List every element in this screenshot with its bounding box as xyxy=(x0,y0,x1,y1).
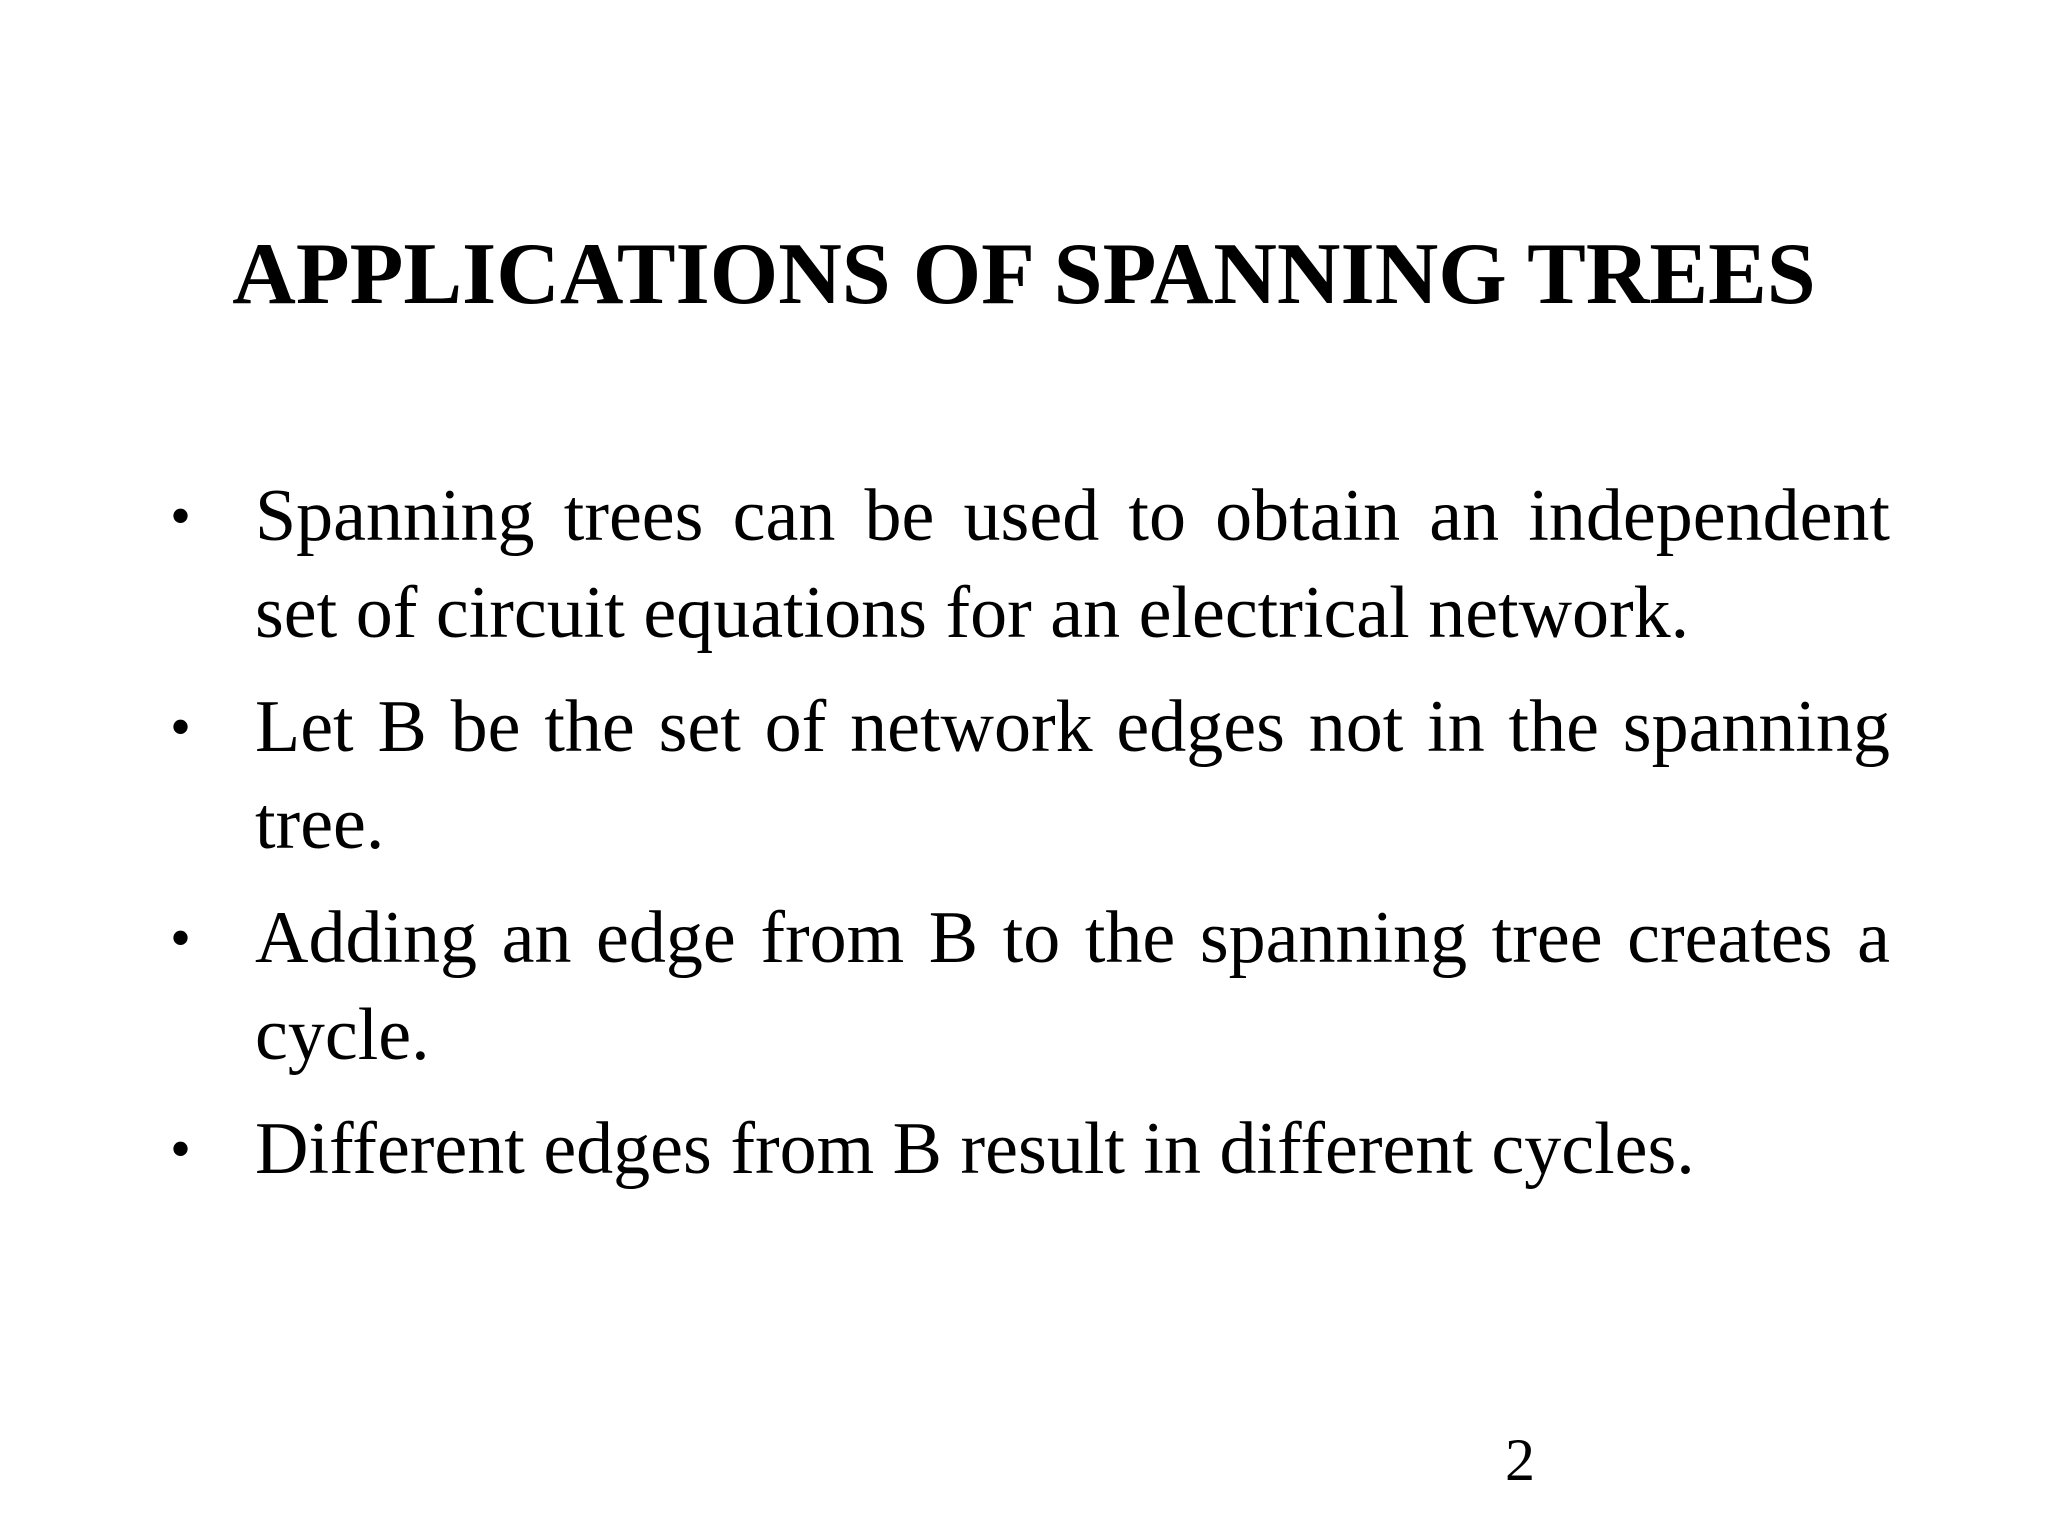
bullet-item xyxy=(170,890,1890,1084)
bullet-icon: • xyxy=(170,1116,192,1182)
bullet-icon: • xyxy=(170,694,192,760)
bullet-item xyxy=(170,1101,1890,1198)
bullet-text: Adding an edge from B to the spanning tree creates a cycle. xyxy=(255,897,1890,1076)
page-number: 2 xyxy=(1505,1427,1535,1493)
bullet-item xyxy=(170,468,1890,662)
bullet-text: Spanning trees can be used to obtain an independent set of circuit equations for an electrical network. xyxy=(255,475,1890,654)
bullet-text: Let B be the set of network edges not in the spanning tree. xyxy=(255,686,1890,865)
bullet-item xyxy=(170,679,1890,873)
bullet-icon: • xyxy=(170,905,192,971)
slide-title: APPLICATIONS OF SPANNING TREES xyxy=(232,226,1816,323)
bullet-list xyxy=(170,468,1890,1215)
bullet-icon: • xyxy=(170,483,192,549)
bullet-text: Different edges from B result in different cycles. xyxy=(255,1108,1695,1190)
